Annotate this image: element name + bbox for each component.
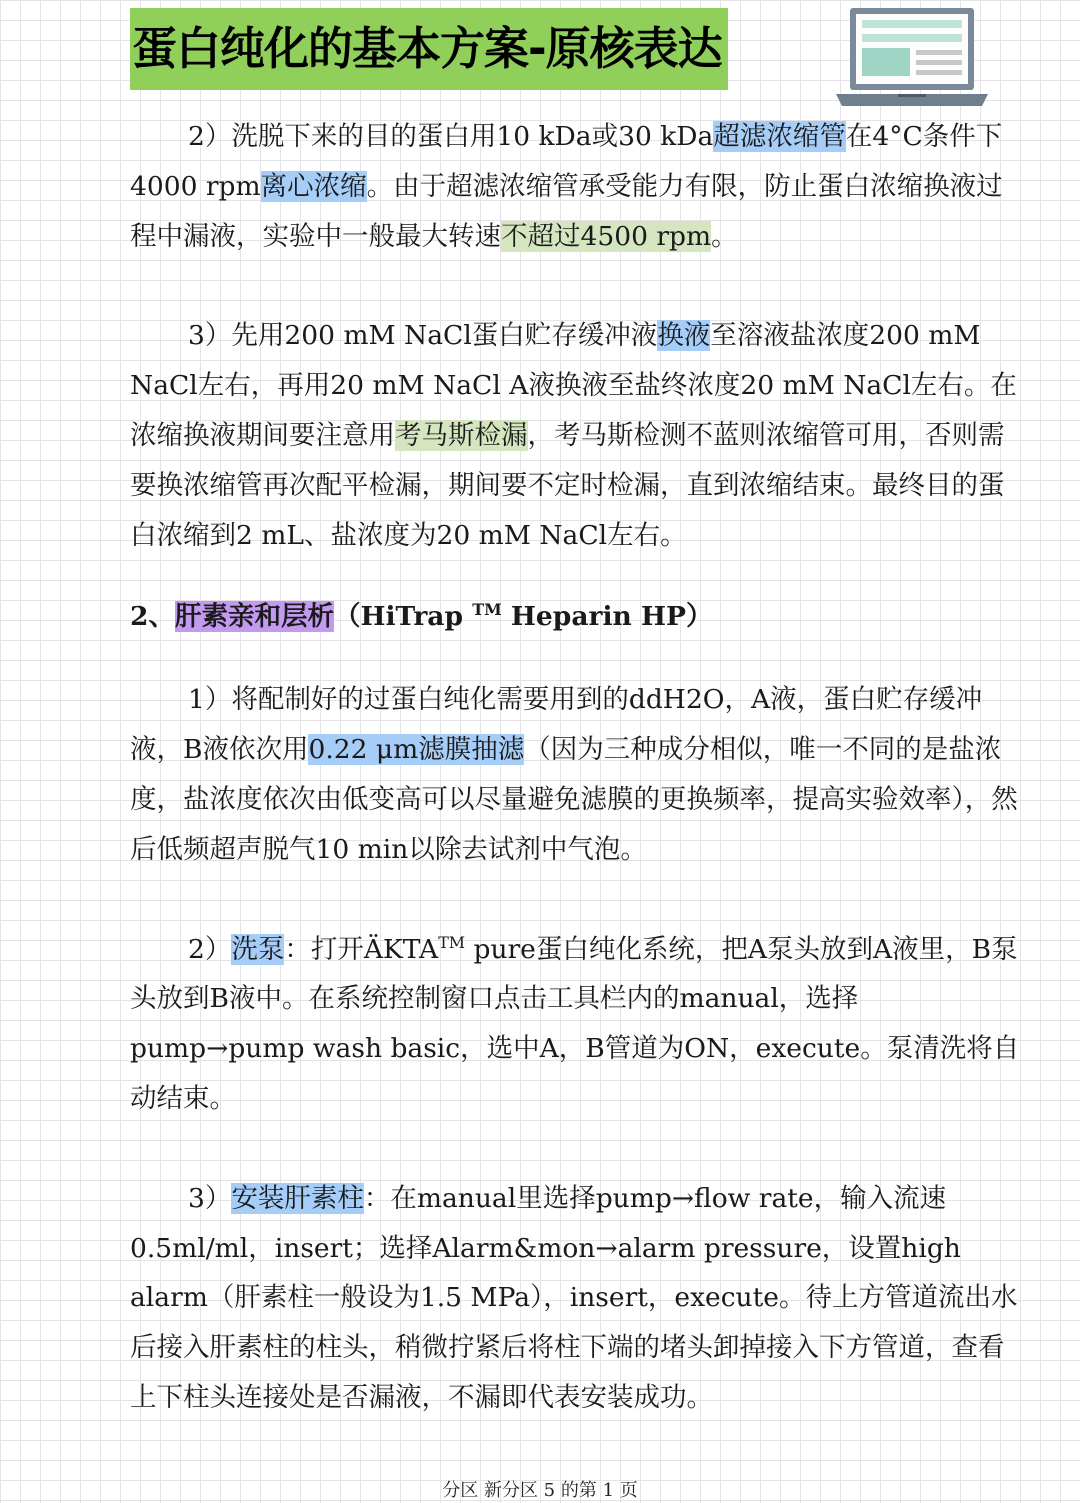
paragraph-install-column: 3）安装肝素柱：在manual里选择pump→flow rate，输入流速0.5ml/ml，insert；选择Alarm&mon→alarm pressure，设置high alarm（肝素柱一般设为1.5 MPa），insert，execute。待上方管道流出水后接入肝素柱的柱头，稍微拧紧后将柱下端的堵头卸掉接入下方管道，查看上下柱头连接处是否漏液，不漏即代表安装成功。	[130, 1182, 1018, 1413]
section-heading: 2、肝素亲和层析（HiTrap ™ Heparin HP）	[130, 600, 713, 633]
highlight-centrifuge: 离心浓缩	[260, 170, 367, 202]
page-footer: 分区 新分区 5 的第 1 页	[442, 1480, 638, 1501]
highlight-membrane-filter: 0.22 μm滤膜抽滤	[308, 734, 525, 766]
highlight-install-column: 安装肝素柱	[231, 1182, 364, 1214]
page-title: 蛋白纯化的基本方案-原核表达	[130, 8, 728, 90]
paragraph-buffer-exchange: 3）先用200 mM NaCl蛋白贮存缓冲液换液至溶液盐浓度200 mM NaCl左右，再用20 mM NaCl A液换液至盐终浓度20 mM NaCl左右。在浓缩换液期间要注意用考马斯检漏，考马斯检测不蓝则浓缩管可用，否则需要换浓缩管再次配平检漏，期间要不定时检漏，直到浓缩结束。最终目的蛋白浓缩到2 mL、盐浓度为20 mM NaCl左右。	[130, 320, 1017, 551]
paragraph-pump-wash: 2）洗泵：打开ÄKTA™ pure蛋白纯化系统，把A泵头放到A液里，B泵头放到B液中。在系统控制窗口点击工具栏内的manual，选择pump→pump wash basic，选中A，B管道为ON，execute。泵清洗将自动结束。	[130, 932, 1020, 1114]
paragraph-filtration: 1）将配制好的过蛋白纯化需要用到的ddH2O，A液，蛋白贮存缓冲液，B液依次用0.22 μm滤膜抽滤（因为三种成分相似，唯一不同的是盐浓度，盐浓度依次由低变高可以尽量避免滤膜的更换频率，提高实验效率），然后低频超声脱气10 min以除去试剂中气泡。	[130, 684, 1018, 865]
document-body	[130, 112, 1020, 1423]
laptop-icon	[832, 6, 992, 110]
highlight-max-speed: 不超过4500 rpm	[501, 220, 712, 252]
highlight-heparin-affinity: 肝素亲和层析	[174, 601, 334, 633]
highlight-exchange: 换液	[657, 320, 711, 352]
highlight-pump-wash: 洗泵	[231, 933, 285, 965]
highlight-coomassie: 考马斯检漏	[395, 419, 528, 451]
paragraph-ultrafiltration: 2）洗脱下来的目的蛋白用10 kDa或30 kDa超滤浓缩管在4°C条件下4000 rpm离心浓缩。由于超滤浓缩管承受能力有限，防止蛋白浓缩换液过程中漏液，实验中一般最大转速不超过4500 rpm。	[130, 121, 1003, 252]
highlight-ultrafiltration-tube: 超滤浓缩管	[713, 121, 846, 152]
